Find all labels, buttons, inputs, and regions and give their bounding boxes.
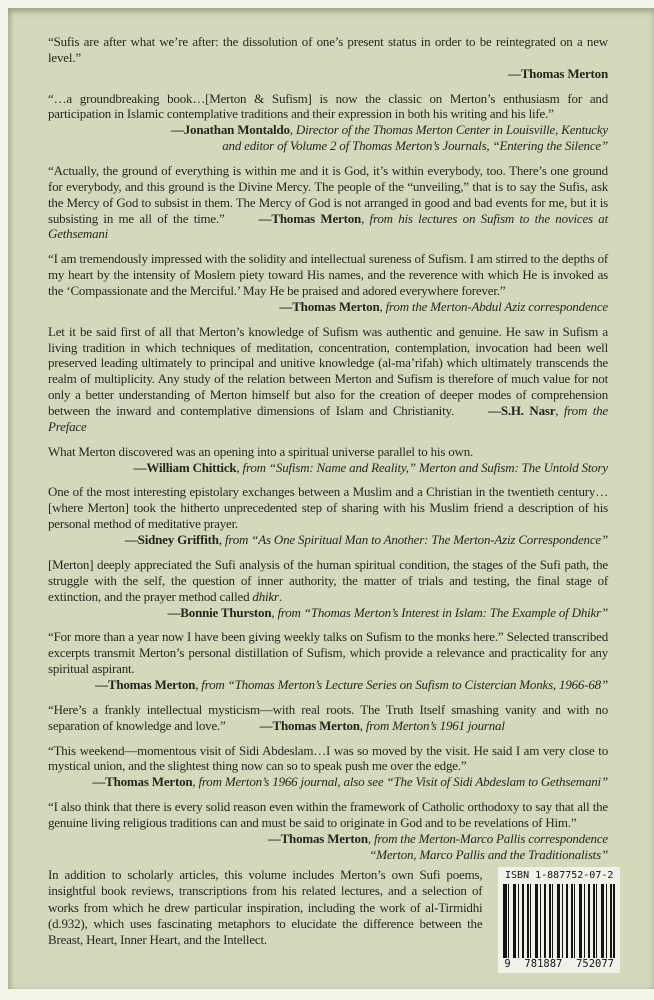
- attribution-name: —Thomas Merton: [95, 676, 196, 692]
- quote-attribution: [48, 677, 608, 693]
- quote-attribution: [48, 831, 608, 847]
- barcode-digit-group: 781887: [524, 958, 563, 970]
- quote-block-1966-journal: [48, 743, 608, 791]
- quote-body: “Actually, the ground of everything is within me and it is God, it’s within everybody, too. There’s one ground for everybody, and this ground is the Divine Mercy. The people of the “unveiling,” that is to say the Sufis, ask the Mercy of God to subsist in them. The Mercy of God is not arranged in good and bad events for me, but it is subsisting in me all of the time.”: [48, 163, 608, 226]
- barcode-digits: [503, 958, 615, 971]
- isbn-number-label: ISBN 1-887752-07-2: [505, 870, 614, 881]
- book-back-cover: [8, 8, 654, 989]
- quote-block-lectures-novices: [48, 163, 608, 242]
- quote-attribution: [48, 460, 608, 476]
- quote-body: [Merton] deeply appreciated the Sufi analysis of the human spiritual condition, the stages of the Sufi path, the struggle with the self, the question of inner authority, the matter of trials and testing, the final stage of extinction, and the prayer method called: [48, 556, 608, 604]
- attribution-name: —Thomas Merton: [259, 717, 360, 733]
- quote-text: “I am tremendously impressed with the solidity and intellectual sureness of Sufism. I am stirred to the depths of my heart by the intensity of Moslem piety toward His names, and the reverence with which He is invoked as the ‘Compassionate and the Merciful.’ May He be praised and adored everywhere forever.”: [48, 251, 608, 299]
- attribution-source: , from the Merton-Marco Pallis correspondence: [367, 830, 608, 846]
- isbn-barcode: [498, 867, 620, 973]
- quote-text: “Sufis are after what we’re after: the dissolution of one’s present status in order to be reintegrated on a new level.”: [48, 34, 608, 65]
- volume-description: In addition to scholarly articles, this volume includes Merton’s own Sufi poems, insightful book reviews, transcriptions from his related lectures, and a selection of works from which he drew particular inspiration, including the work of al-Tirmidhi (d.932), which uses fascinating metaphors to elucidate the difference between the Breast, Heart, Inner Heart, and the Intellect.: [48, 867, 483, 947]
- quote-block-lecture-series: [48, 629, 608, 692]
- attribution-source: , from “Thomas Merton’s Lecture Series on Sufism to Cistercian Monks, 1966-68”: [195, 676, 608, 692]
- quote-body: “Here’s a frankly intellectual mysticism—with real roots. The Truth Itself smashing vanity and with no separation of knowledge and love.”: [48, 701, 608, 733]
- quote-block-chittick: [48, 444, 608, 476]
- quote-text: “I also think that there is every solid reason even within the framework of Catholic orthodoxy to say that all the genuine living religious traditions can and must be said to originate in God and to be revelations of Him.”: [48, 799, 608, 830]
- attribution-name: —S.H. Nasr: [488, 403, 556, 419]
- quote-block-abdul-aziz: [48, 251, 608, 314]
- quote-block-marco-pallis: [48, 799, 608, 862]
- attribution-name: —Thomas Merton: [258, 210, 362, 226]
- attribution-name: —Bonnie Thurston: [167, 604, 272, 620]
- barcode-digit-group: 752077: [576, 958, 614, 970]
- attribution-name: —Thomas Merton: [507, 65, 608, 81]
- quote-text: [48, 163, 608, 242]
- quote-block-griffith: [48, 484, 608, 547]
- quote-attribution: [48, 605, 608, 621]
- quote-block-nasr-preface: [48, 324, 608, 435]
- footer-row: [48, 867, 620, 973]
- quote-attribution: [48, 66, 608, 82]
- quotes-column: [8, 8, 654, 863]
- quote-text: “This weekend—momentous visit of Sidi Abdeslam…I was so moved by the visit. He said I am very close to mystical union, and the slightest thing now can so to speak push me over the edge.”: [48, 742, 608, 774]
- quote-text: “…a groundbreaking book…[Merton & Sufism] is now the classic on Merton’s enthusiasm for and participation in Islamic contemplative traditions and their expression in both his writing and his life.”: [48, 90, 608, 122]
- quote-text: What Merton discovered was an opening into a spiritual universe parallel to his own.: [48, 443, 474, 459]
- quote-attribution-line2: “Merton, Marco Pallis and the Traditionalists”: [369, 846, 608, 862]
- quote-text: [48, 324, 608, 435]
- attribution-name: —William Chittick: [133, 459, 237, 475]
- quote-block-montaldo: [48, 91, 608, 154]
- quote-body: Let it be said first of all that Merton’s knowledge of Sufism was authentic and genuine. He saw in Sufism a living tradition in which techniques of meditation, concentration, contemplation, invocation had been well preserved leading ultimately to principal and unitive knowledge (al-ma’rifah) which ultimately transcends the realm of multiplicity. Any study of the relation between Merton and Sufism is therefore of much value for not only a better understanding of Merton himself but also for the creation of deeper modes of comprehension between the inward and contemplative dimensions of Islam and Christianity.: [48, 323, 608, 419]
- attribution-source: , from the Preface: [48, 403, 608, 434]
- quote-block-merton-level: [48, 34, 608, 82]
- attribution-source: , from Merton’s 1966 journal, also see “The Visit of Sidi Abdeslam to Gethsemani”: [192, 774, 608, 790]
- attribution-source: , from “Sufism: Name and Reality,” Merton and Sufism: The Untold Story: [236, 459, 608, 475]
- attribution-name: —Sidney Griffith: [124, 532, 219, 548]
- attribution-name: —Thomas Merton: [92, 774, 193, 790]
- attribution-source: , from his lectures on Sufism to the novices at Gethsemani: [48, 210, 608, 242]
- quote-text: “For more than a year now I have been giving weekly talks on Sufism to the monks here.” Selected transcribed excerpts transmit Merton’s personal distillation of Sufism, which provide a relevance and practicality for any spiritual aspirant.: [48, 629, 608, 677]
- barcode-bars: [503, 884, 615, 958]
- quote-attribution: [48, 299, 608, 315]
- attribution-source: , from Merton’s 1961 journal: [359, 717, 505, 733]
- attribution-name: —Jonathan Montaldo: [170, 122, 290, 138]
- italic-term: dhikr: [252, 588, 279, 604]
- attribution-source: , Director of the Thomas Merton Center in Louisville, Kentucky: [289, 122, 608, 138]
- quote-attribution: [48, 122, 608, 138]
- barcode-digit-group: 9: [504, 958, 511, 970]
- quote-text: [48, 702, 608, 734]
- quote-body-end: .: [278, 588, 282, 604]
- quote-block-thurston: [48, 557, 608, 620]
- quote-attribution-line2: and editor of Volume 2 of Thomas Merton’s Journals, “Entering the Silence”: [222, 138, 608, 154]
- attribution-name: —Thomas Merton: [279, 298, 380, 314]
- quote-text: One of the most interesting epistolary exchanges between a Muslim and a Christian in the twentieth century…[where Merton] took the hitherto unprecedented step of sharing with his Muslim friend a description of his personal method of meditative prayer.: [48, 484, 608, 532]
- quote-attribution: [48, 532, 608, 548]
- quote-text: [48, 557, 608, 605]
- attribution-source: , from “Thomas Merton’s Interest in Islam: The Example of Dhikr”: [271, 604, 608, 620]
- quote-attribution: [48, 774, 608, 790]
- attribution-source: , from “As One Spiritual Man to Another: The Merton-Aziz Correspondence”: [218, 532, 608, 548]
- quote-block-1961-journal: [48, 702, 608, 734]
- attribution-name: —Thomas Merton: [267, 830, 368, 846]
- attribution-source: , from the Merton-Abdul Aziz correspondence: [379, 298, 608, 314]
